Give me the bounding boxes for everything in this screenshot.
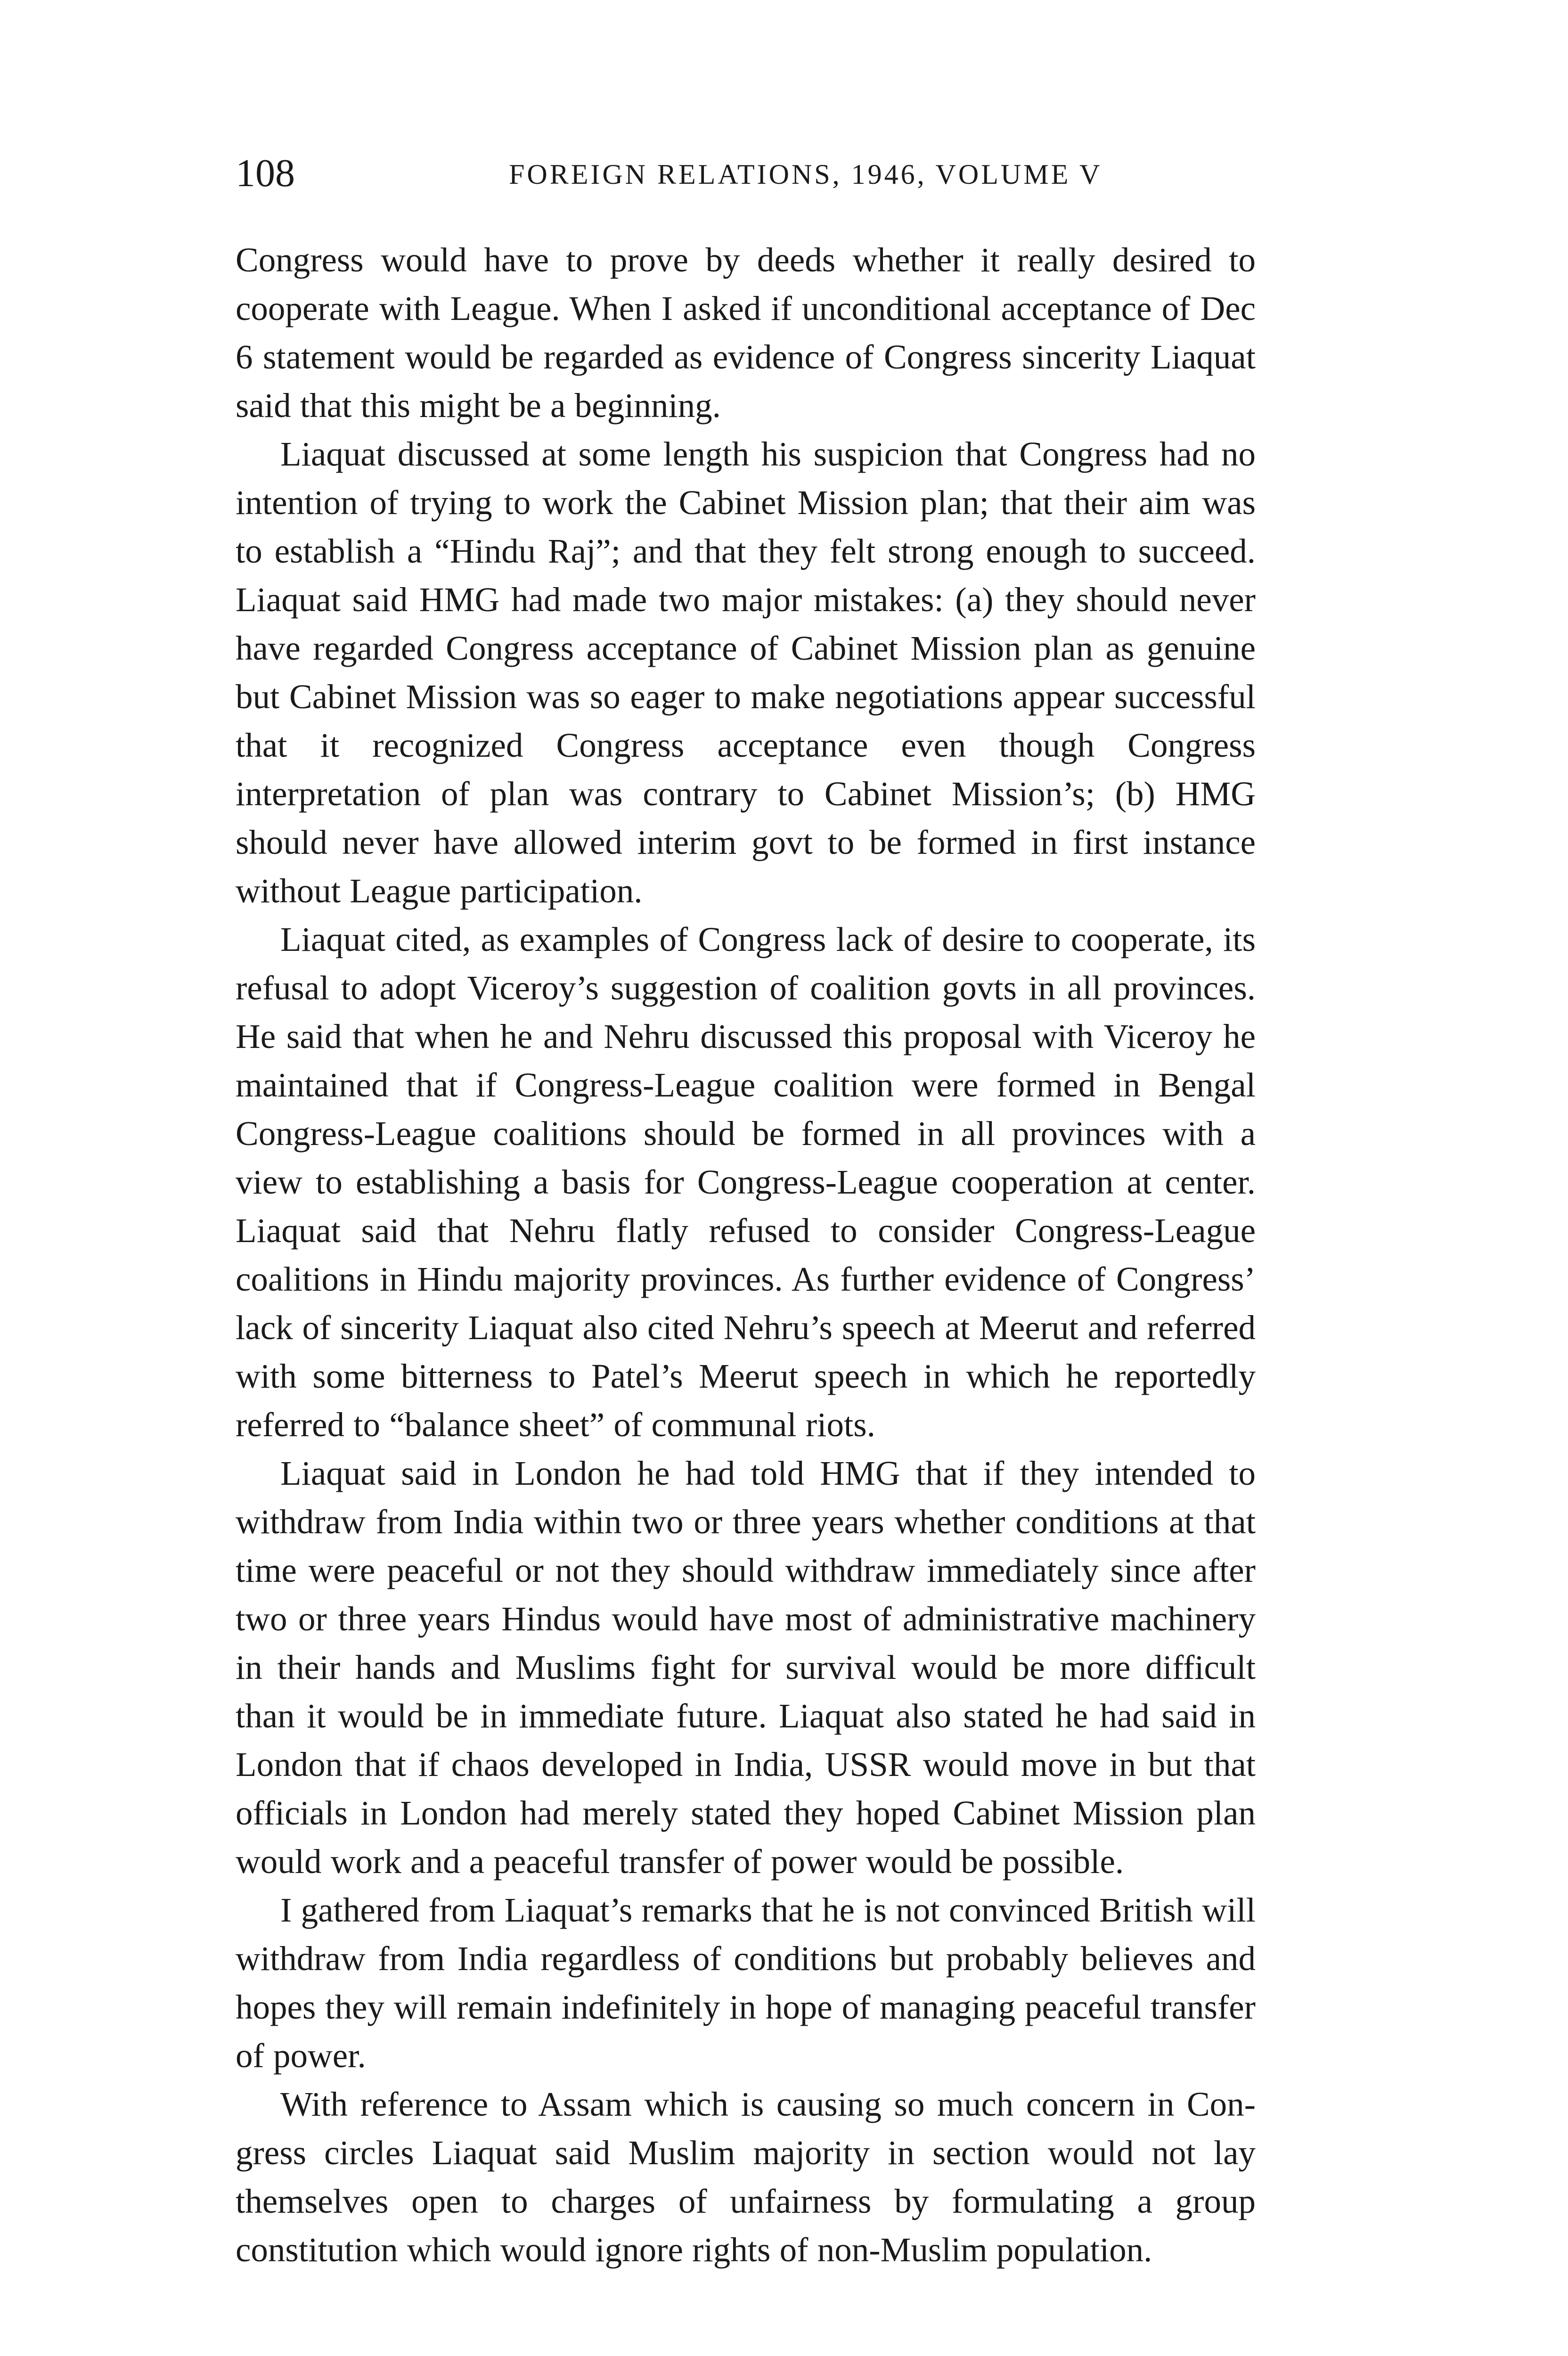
page-number: 108 (236, 151, 295, 195)
paragraph-british-withdrawal: I gathered from Liaquat’s remarks that he is not convinced British will withdraw from India regardless of conditions but probably believes and hopes they will remain indefinitely in hope of managing peaceful transfer of power. (236, 1891, 1256, 2075)
paragraph-continuation: Congress would have to prove by deeds whether it really desired to cooperate with League. When I asked if unconditional acceptance of Dec 6 statement would be regarded as evidence of Congress sincerity Liaquat said that this might be a beginning. (236, 241, 1256, 425)
body-text (236, 236, 1256, 2274)
paragraph-london-hmg: Liaquat said in London he had told HMG that if they intended to withdraw from India within two or three years whether conditions at that time were peaceful or not they should withdraw immediately since after two or three years Hindus would have most of administrative machinery in their hands and Muslims fight for survival would be more difficult than it would be in immediate future. Liaquat also stated he had said in London that if chaos developed in India, USSR would move in but that officials in London had merely stated they hoped Cabinet Mission plan would work and a peaceful transfer of power would be possible. (236, 1454, 1256, 1881)
paragraph-coalition-govts: Liaquat cited, as examples of Congress lack of desire to cooperate, its refusal to adopt Viceroy’s suggestion of coalition govts in all provinces. He said that when he and Nehru discussed this proposal with Viceroy he maintained that if Congress-League coalition were formed in Bengal Congress-League coalitions should be formed in all provinces with a view to establishing a basis for Congress-League cooperation at center. Liaquat said that Nehru flatly refused to consider Congress-League coalitions in Hindu majority provinces. As further evidence of Congress’ lack of sincerity Liaquat also cited Nehru’s speech at Meerut and referred with some bitterness to Patel’s Meerut speech in which he reportedly referred to “balance sheet” of communal riots. (236, 920, 1256, 1444)
paragraph-congress-suspicion: Liaquat discussed at some length his suspicion that Congress had no intention of trying to work the Cabinet Mission plan; that their aim was to establish a “Hindu Raj”; and that they felt strong enough to succeed. Liaquat said HMG had made two major mistakes: (a) they should never have regarded Congress acceptance of Cabinet Mission plan as genuine but Cabinet Mission was so eager to make negotiations appear successful that it recognized Congress acceptance even though Congress interpretation of plan was contrary to Cabinet Mission’s; (b) HMG should never have allowed interim govt to be formed in first instance without League participation. (236, 435, 1256, 910)
running-head (236, 150, 1225, 197)
paragraph-assam: With reference to Assam which is causing so much concern in Congress circles Liaquat said Muslim majority in section would not lay themselves open to charges of unfairness by formulating a group constitution which would ignore rights of non-Muslim population. (236, 2085, 1256, 2269)
running-title: FOREIGN RELATIONS, 1946, VOLUME V (509, 159, 1102, 190)
